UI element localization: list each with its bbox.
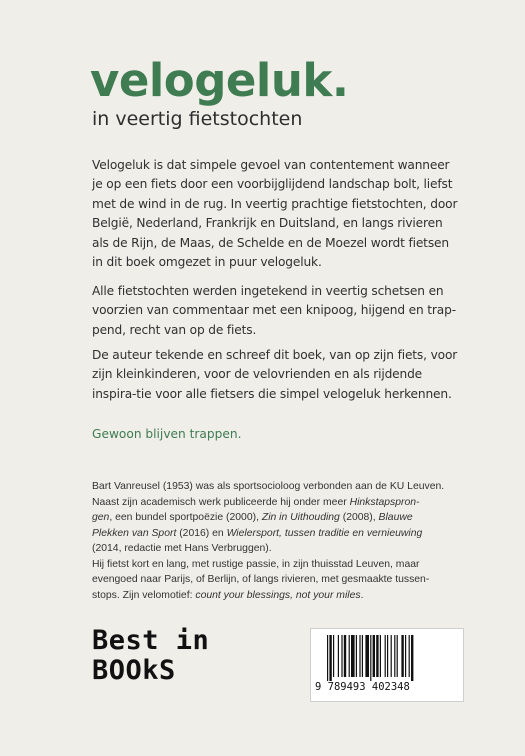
- bio-line: gen, een bundel sportpoëzie (2000), Zin in Uithouding (2008), Blauwe: [92, 512, 413, 523]
- publisher-logo: [92, 626, 212, 686]
- bio-line: evengoed naar Parijs, of Berlijn, of langs rivieren, met gesmaakte tussen-: [92, 574, 430, 585]
- barcode-bars: [327, 635, 449, 681]
- bio-line: Hij fietst kort en lang, met rustige passie, in zijn thuisstad Leuven, maar: [92, 558, 420, 570]
- book-title: velogeluk.: [90, 54, 349, 107]
- tagline: Gewoon blijven trappen.: [92, 427, 242, 441]
- blurb-paragraph-3: De auteur tekende en schreef dit boek, van op zijn fiets, voor zijn kleinkinderen, voor de velovrienden en als rijdende inspira-tie voor alle fietsers die simpel velogeluk herkennen.: [92, 348, 458, 401]
- bio-line: Bart Vanreusel (1953) was als sportsocioloog verbonden aan de KU Leuven.: [92, 481, 445, 492]
- bio-line: stops. Zijn velomotief: count your blessings, not your miles.: [92, 589, 364, 601]
- author-bio: [92, 479, 472, 603]
- isbn-number: 9 789493 402348: [315, 681, 410, 693]
- publisher-logo-line-2: BOOkS: [92, 655, 176, 686]
- isbn-barcode: [310, 628, 464, 702]
- publisher-logo-line-1: Best in: [92, 625, 210, 656]
- blurb-paragraph-1: Velogeluk is dat simpele gevoel van contentement wanneer je op een fiets door een voorbijglijdend landschap bolt, liefst met de wind in de rug. In veertig prachtige fietstochten, door België, Nederland, Frankrijk en Duitsland, en langs rivieren als de Rijn, de Maas, de Schelde en de Moezel wordt fietsen in dit boek omgezet in puur velogeluk.: [92, 158, 458, 270]
- blurb-paragraph-2: Alle fietstochten werden ingetekend in veertig schetsen en voorzien van commentaar met een knipoog, hijgend en trap-pend, recht van op de fiets.: [92, 284, 456, 337]
- bio-line: Naast zijn academisch werk publiceerde hij onder meer Hinkstapspron-: [92, 496, 420, 508]
- bio-line: (2014, redactie met Hans Verbruggen).: [92, 543, 272, 554]
- bio-line: Plekken van Sport (2016) en Wielersport, tussen traditie en vernieuwing: [92, 527, 423, 539]
- book-subtitle: in veertig fietstochten: [92, 108, 303, 130]
